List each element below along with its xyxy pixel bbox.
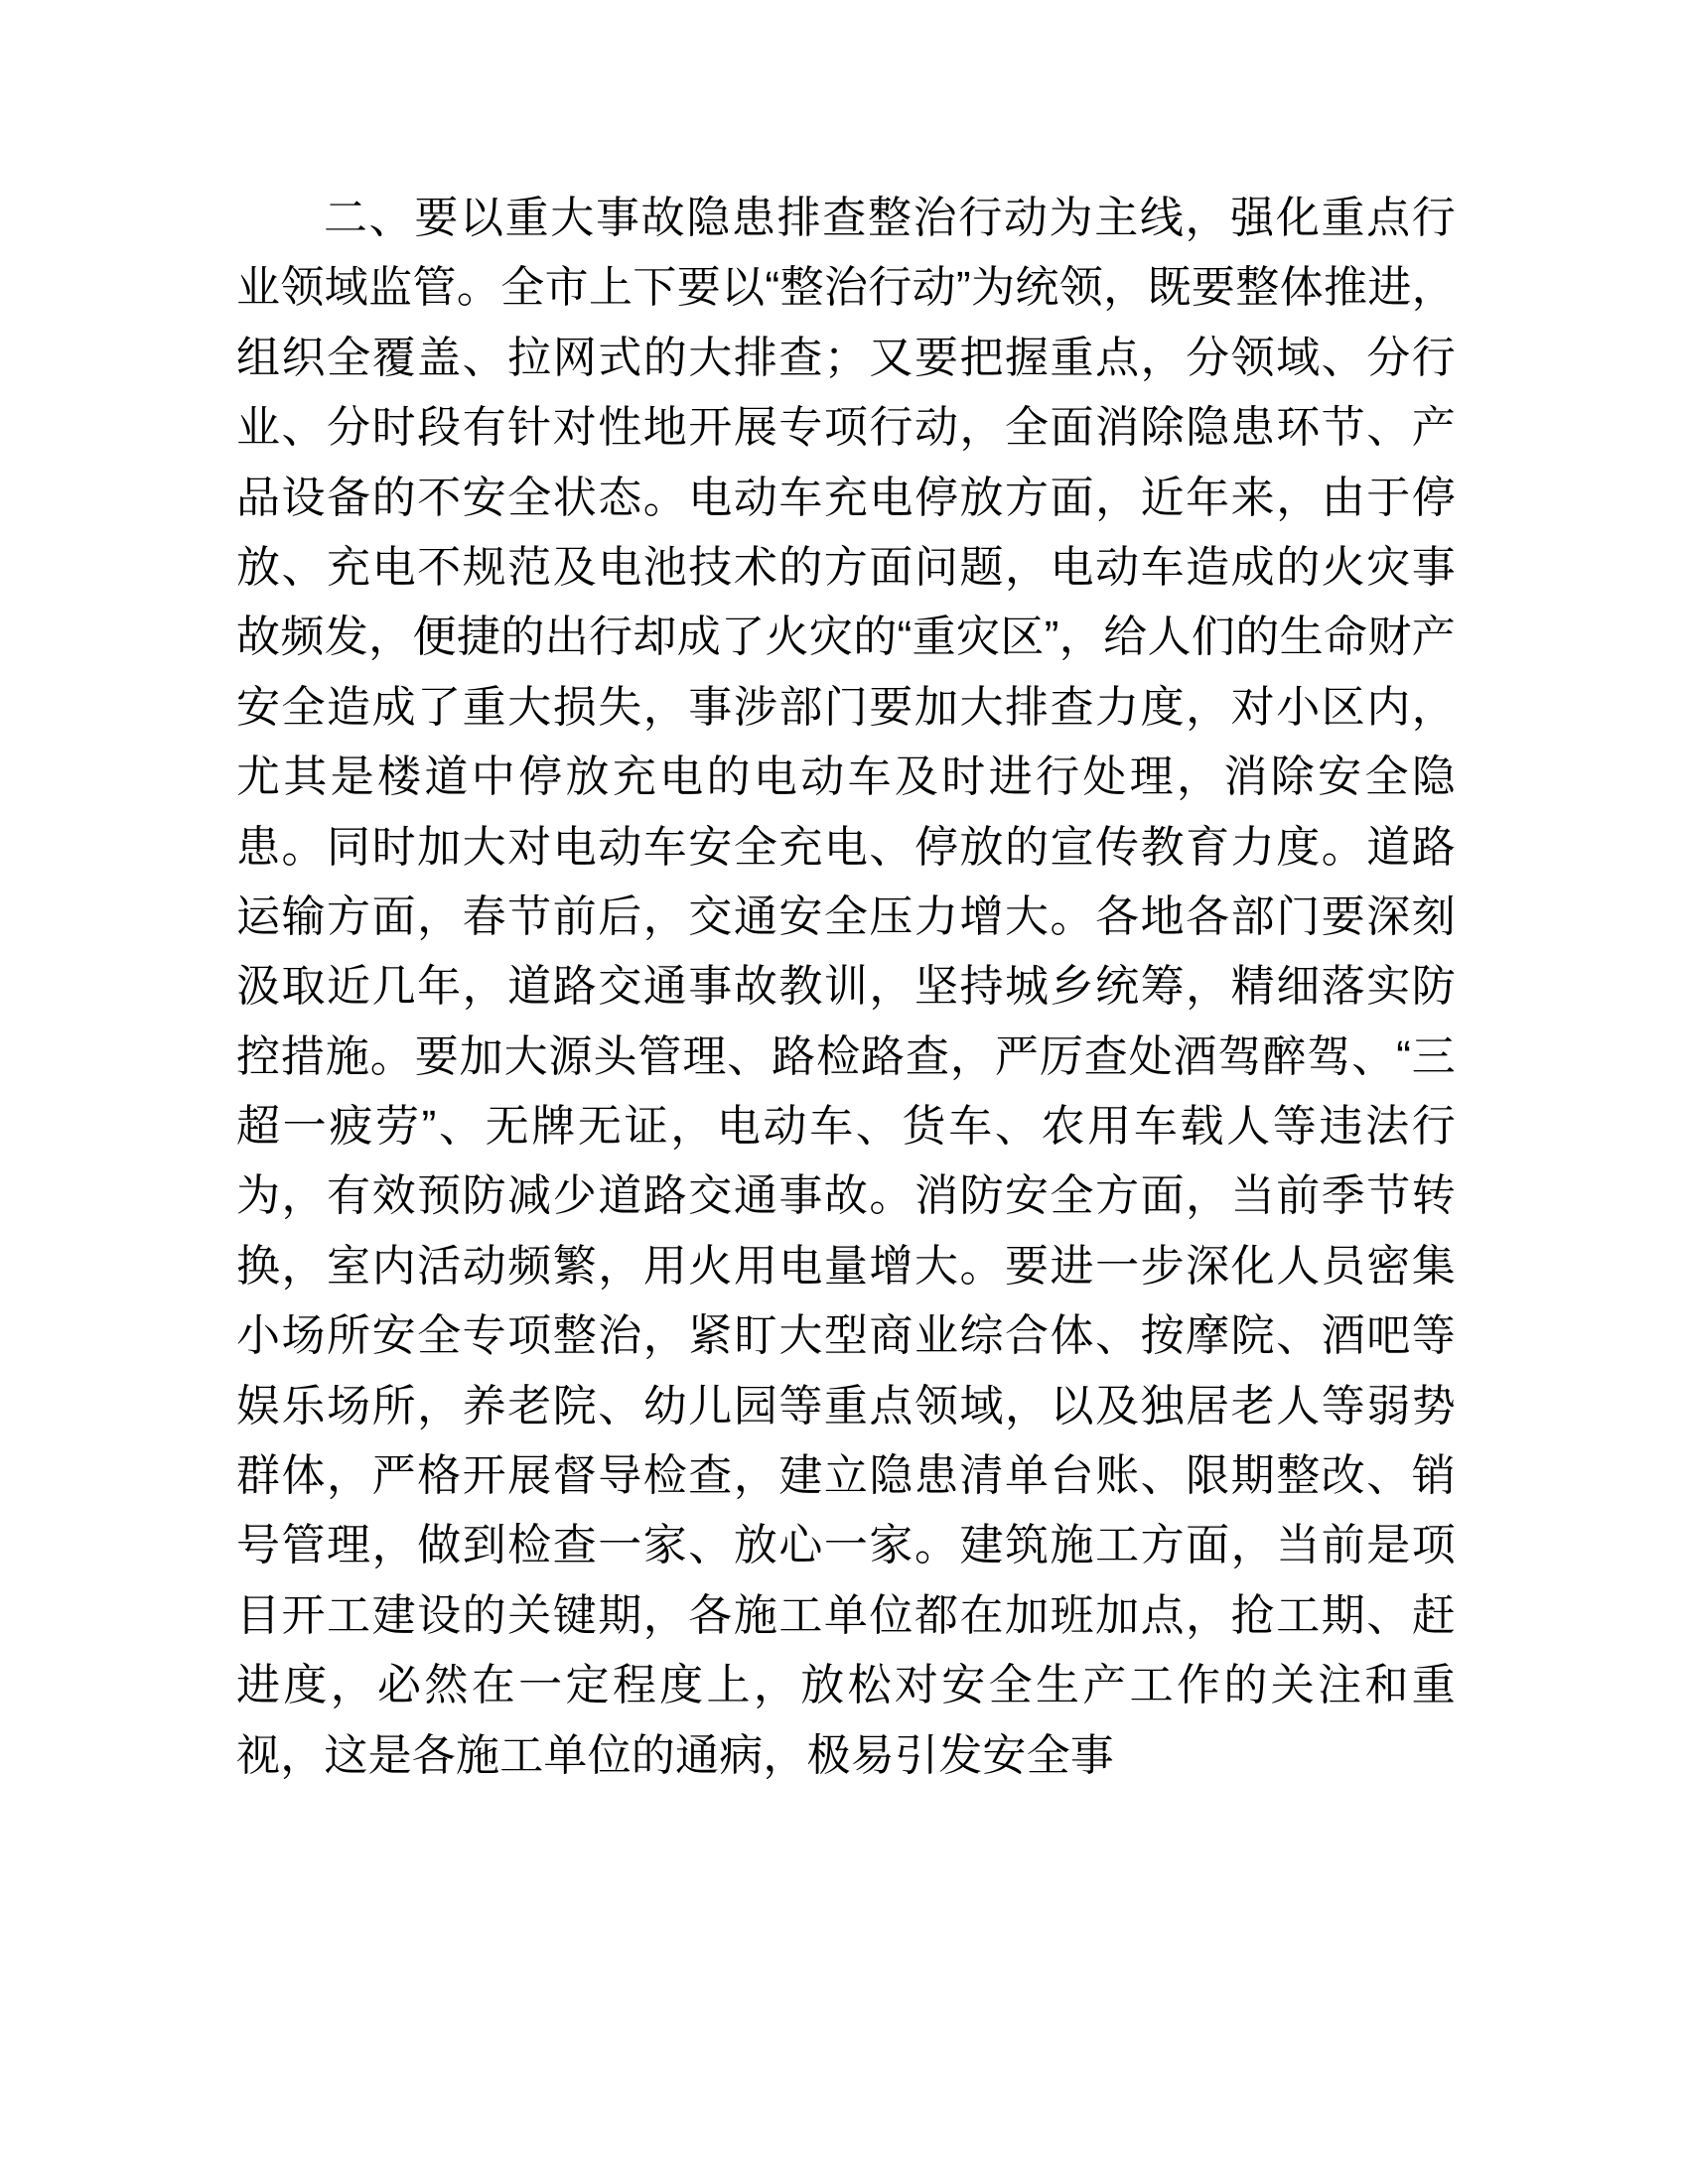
document-text-body [236,184,1456,1791]
paragraph-section-two: 二、要以重大事故隐患排查整治行动为主线，强化重点行业领域监管。全市上下要以“整治行动”为统领，既要整体推进，组织全覆盖、拉网式的大排查；又要把握重点，分领域、分行业、分时段有针对性地开展专项行动，全面消除隐患环节、产品设备的不安全状态。电动车充电停放方面，近年来，由于停放、充电不规范及电池技术的方面问题，电动车造成的火灾事故频发，便捷的出行却成了火灾的“重灾区”，给人们的生命财产安全造成了重大损失，事涉部门要加大排查力度，对小区内，尤其是楼道中停放充电的电动车及时进行处理，消除安全隐患。同时加大对电动车安全充电、停放的宣传教育力度。道路运输方面，春节前后，交通安全压力增大。各地各部门要深刻汲取近几年，道路交通事故教训，坚持城乡统筹，精细落实防控措施。要加大源头管理、路检路查，严厉查处酒驾醉驾、“三超一疲劳”、无牌无证，电动车、货车、农用车载人等违法行为，有效预防减少道路交通事故。消防安全方面，当前季节转换，室内活动频繁，用火用电量增大。要进一步深化人员密集小场所安全专项整治，紧盯大型商业综合体、按摩院、酒吧等娱乐场所，养老院、幼儿园等重点领域，以及独居老人等弱势群体，严格开展督导检查，建立隐患清单台账、限期整改、销号管理，做到检查一家、放心一家。建筑施工方面，当前是项目开工建设的关键期，各施工单位都在加班加点，抢工期、赶进度，必然在一定程度上，放松对安全生产工作的关注和重视，这是各施工单位的通病，极易引发安全事 [236,194,1456,1780]
